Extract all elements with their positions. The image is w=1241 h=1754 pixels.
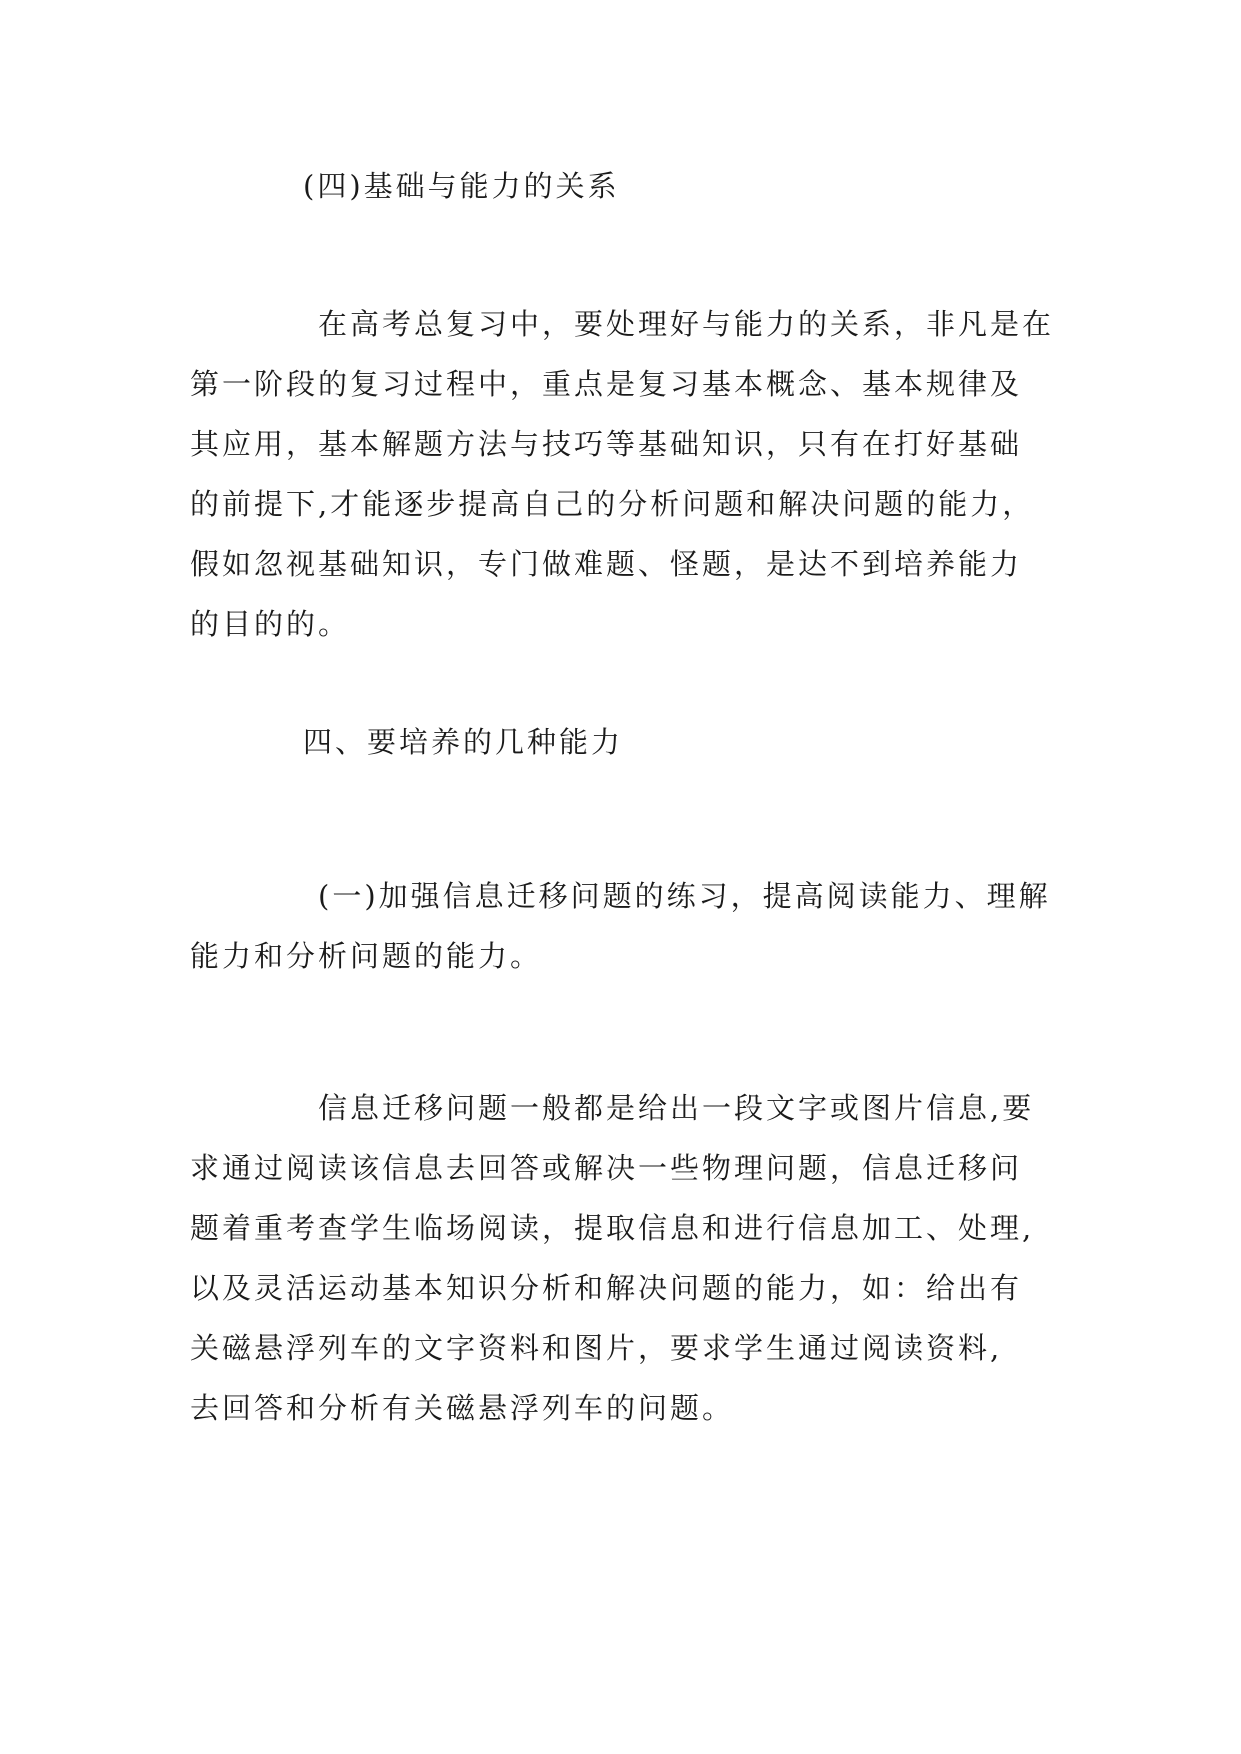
paragraph-information-transfer: 信息迁移问题一般都是给出一段文字或图片信息,要 求通过阅读该信息去回答或解决一些物理问题，信息迁移问 题着重考查学生临场阅读，提取信息和进行信息加工、处理, 以及灵活运动基本知识分析和解决问题的能力，如：给出有 关磁悬浮列车的文字资料和图片，要求学生通过阅读资料, 去回答和分析有关磁悬浮列车的问题。 [190, 1091, 1035, 1425]
heading-relationship: (四)基础与能力的关系 [303, 169, 620, 203]
subsection-information-transfer: (一)加强信息迁移问题的练习，提高阅读能力、理解 能力和分析问题的能力。 [190, 879, 1051, 973]
section-title-abilities: 四、要培养的几种能力 [303, 725, 624, 759]
paragraph-foundation-ability: 在高考总复习中，要处理好与能力的关系，非凡是在 第一阶段的复习过程中，重点是复习基本概念、基本规律及 其应用，基本解题方法与技巧等基础知识，只有在打好基础 的前提下,才能逐步提高自己的分析问题和解决问题的能力， 假如忽视基础知识，专门做难题、怪题，是达不到培养能力 的目的的。 [190, 307, 1055, 641]
